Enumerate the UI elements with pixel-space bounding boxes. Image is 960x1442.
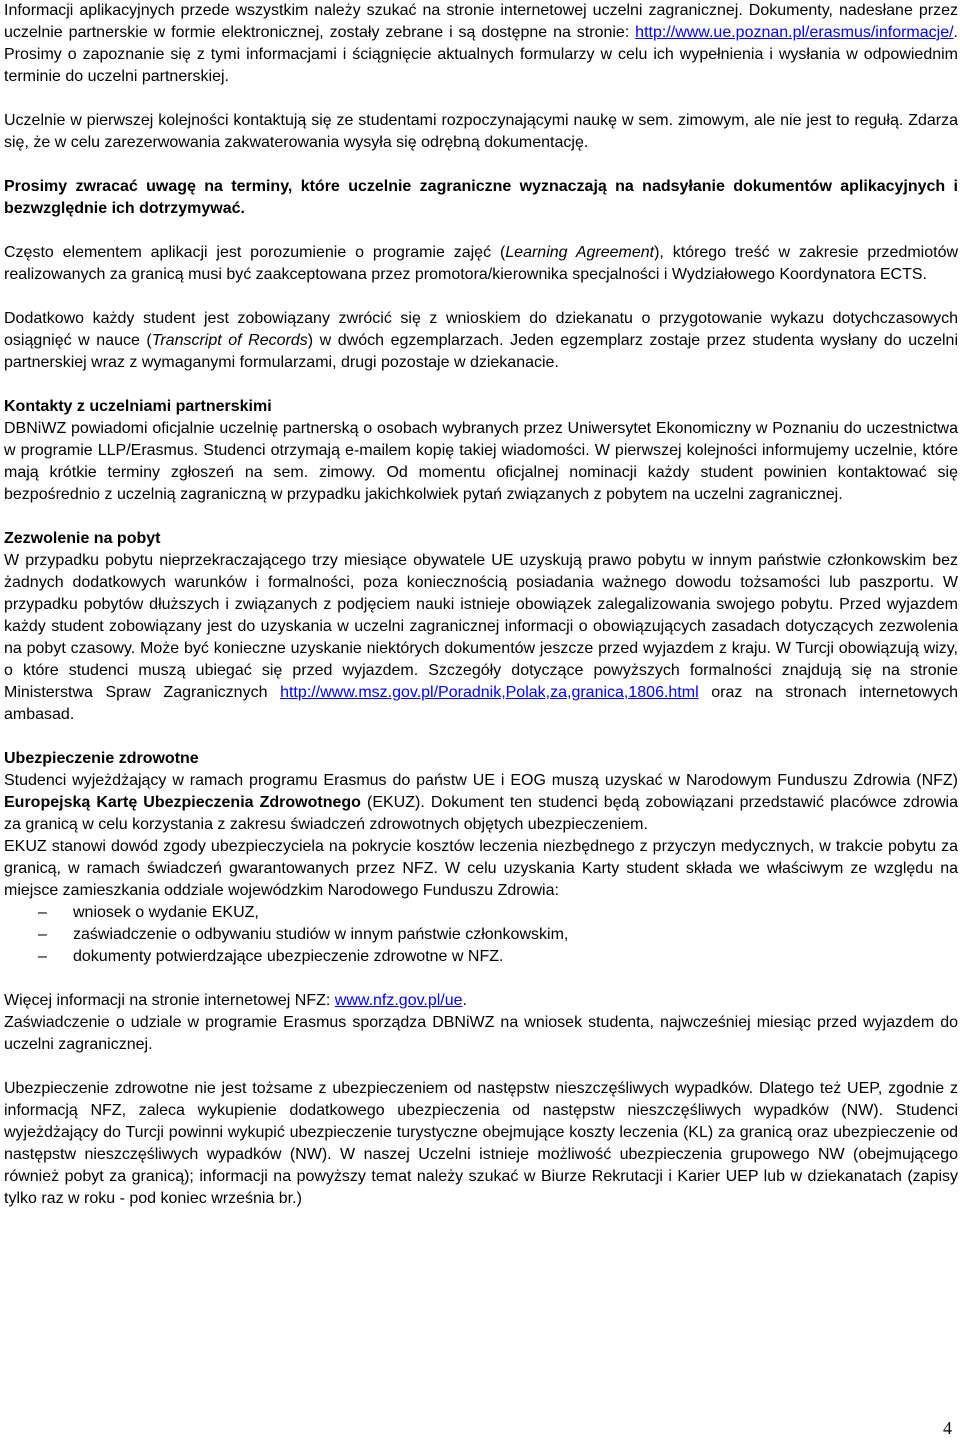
insurance-paragraph xyxy=(4,770,958,836)
accident-insurance-paragraph: Ubezpieczenie zdrowotne nie jest tożsame z ubezpieczeniem od następstw nieszczęśliwych wypadków. Dlatego też UEP, zgodnie z informacją NFZ, zaleca wykupienie dodatkowego ubezpieczenia od następstw nieszczęśliwych wypadków (NW). Studenci wyjeżdżający do Turcji powinni wykupić ubezpieczenie turystyczne obejmujące koszty leczenia (KL) za granicą oraz ubezpieczenie od następstw nieszczęśliwych wypadków (NW). W naszej Uczelni istnieje możliwość ubezpieczenia grupowego NW (obejmującego również pobyt za granicą); informacji na powyższy temat należy szukać w Biurze Rekrutacji i Karier UEP lub w dziekanatach (zapisy tylko raz w roku - pod koniec września br.) xyxy=(4,1080,958,1207)
list-item-text: wniosek o wydanie EKUZ, xyxy=(73,904,259,921)
insurance-text-start: Studenci wyjeżdżający w ramach programu Erasmus do państw UE i EOG muszą uzyskać w Narodowym Funduszu Zdrowia (NFZ) xyxy=(4,772,958,789)
residence-paragraph xyxy=(4,550,958,726)
residence-text-end: oraz na stronach internetowych ambasad. xyxy=(4,684,958,723)
required-documents-list xyxy=(4,902,958,968)
nfz-more-info xyxy=(4,990,958,1012)
residence-heading xyxy=(4,528,958,550)
erasmus-info-link[interactable]: http://www.ue.poznan.pl/erasmus/informacje/ xyxy=(635,24,954,41)
list-item xyxy=(4,924,958,946)
insurance-heading-text: Ubezpieczenie zdrowotne xyxy=(4,750,199,767)
learning-agreement-term: Learning Agreement xyxy=(505,244,655,261)
learning-agreement-paragraph xyxy=(4,242,958,286)
certificate-paragraph: Zaświadczenie o udziale w programie Erasmus sporządza DBNiWZ na wniosek studenta, najwcześniej miesiąc przed wyjazdem do uczelni zagranicznej. xyxy=(4,1014,958,1053)
ekuz-term: Europejską Kartę Ubezpieczenia Zdrowotnego xyxy=(4,794,361,811)
residence-heading-text: Zezwolenie na pobyt xyxy=(4,530,161,547)
contacts-heading-text: Kontakty z uczelniami partnerskimi xyxy=(4,398,272,415)
transcript-paragraph xyxy=(4,308,958,374)
transcript-text-end: ) w dwóch egzemplarzach. Jeden egzemplarz zostaje przez studenta wysłany do uczelni partnerskiej wraz z wymaganymi formularzami, drugi pozostaje w dziekanacie. xyxy=(4,332,959,371)
insurance-heading xyxy=(4,748,958,770)
nfz-link[interactable]: www.nfz.gov.pl/ue xyxy=(334,992,463,1009)
dash-bullet: – xyxy=(38,904,47,921)
contacts-heading xyxy=(4,396,958,418)
list-item-text: dokumenty potwierdzające ubezpieczenie zdrowotne w NFZ. xyxy=(73,948,504,965)
dash-bullet: – xyxy=(38,926,47,943)
dash-bullet: – xyxy=(38,948,47,965)
page-number: 4 xyxy=(943,1418,952,1438)
list-item-text: zaświadczenie o odbywaniu studiów w innym państwie członkowskim, xyxy=(73,926,569,943)
ekuz-paragraph: EKUZ stanowi dowód zgody ubezpieczyciela na pokrycie kosztów leczenia niezbędnego z przyczyn medycznych, w trakcie pobytu za granicą, w ramach świadczeń gwarantowanych przez NFZ. W celu uzyskania Karty student składa we właściwym ze względu na miejsce zamieszkania oddziale wojewódzkim Narodowego Funduszu Zdrowia: xyxy=(4,838,958,899)
intro-text-end: . Prosimy o zapoznanie się z tymi informacjami i ściągnięcie aktualnych formularzy w celu ich wypełnienia i wysłania w odpowiednim terminie do uczelni partnerskiej. xyxy=(4,24,958,85)
intro-text-start: Informacji aplikacyjnych przede wszystkim należy szukać na stronie internetowej uczelni zagranicznej. Dokumenty, nadesłane przez uczelnie partnerskie w formie elektronicznej, zostały zebrane i są dostępne na stronie: xyxy=(4,2,958,41)
list-item xyxy=(4,946,958,968)
deadlines-notice xyxy=(4,176,958,220)
contacts-paragraph: DBNiWZ powiadomi oficjalnie uczelnię partnerską o osobach wybranych przez Uniwersytet Ekonomiczny w Poznaniu do uczestnictwa w programie LLP/Erasmus. Studenci otrzymają e-mailem kopię takiej wiadomości. W pierwszej kolejności informujemy uczelnie, które mają krótkie terminy zgłoszeń na sem. zimowy. Od momentu oficjalnej nominacji każdy student powinien kontaktować się bezpośrednio z uczelnią zagraniczną w przypadku jakichkolwiek pytań związanych z pobytem na uczelni zagranicznej. xyxy=(4,420,958,503)
list-item xyxy=(4,902,958,924)
residence-text-start: W przypadku pobytu nieprzekraczającego trzy miesiące obywatele UE uzyskują prawo pobytu w innym państwie członkowskim bez żadnych dodatkowych warunków i formalności, poza koniecznością posiadania ważnego dowodu tożsamości lub paszportu. W przypadku pobytów dłuższych i związanych z podjęciem nauki istnieje obowiązek zalegalizowania swojego pobytu. Przed wyjazdem każdy student zobowiązany jest do uzyskania w uczelni zagranicznej informacji o obowiązujących zasadach dotyczących zezwolenia na pobyt czasowy. Może być konieczne uzyskanie niektórych dokumentów jeszcze przed wyjazdem z kraju. W Turcji obowiązują wizy, o które studenci muszą ubiegać się przed wyjazdem. Szczegóły dotyczące powyższych formalności znajdują się na stronie Ministerstwa Spraw Zagranicznych xyxy=(4,552,958,701)
contact-order-paragraph: Uczelnie w pierwszej kolejności kontaktują się ze studentami rozpoczynającymi naukę w sem. zimowym, ale nie jest to regułą. Zdarza się, że w celu zarezerwowania zakwaterowania wysyła się odrębną dokumentację. xyxy=(4,112,958,151)
insurance-text-end: (EKUZ). Dokument ten studenci będą zobowiązani przedstawić placówce zdrowia za granicą w celu korzystania z zakresu świadczeń zdrowotnych objętych ubezpieczeniem. xyxy=(4,794,959,833)
deadlines-notice-text: Prosimy zwracać uwagę na terminy, które uczelnie zagraniczne wyznaczają na nadsyłanie dokumentów aplikacyjnych i bezwzględnie ich dotrzymywać. xyxy=(4,178,958,217)
nfz-more-info-text: Więcej informacji na stronie internetowej NFZ: xyxy=(4,992,335,1009)
transcript-term: Transcript of Records xyxy=(151,332,308,349)
learning-agreement-text-end: ), którego treść w zakresie przedmiotów realizowanych za granicą musi być zaakceptowana przez promotora/kierownika specjalności i Wydziałowego Koordynatora ECTS. xyxy=(4,244,959,283)
msz-link[interactable]: http://www.msz.gov.pl/Poradnik,Polak,za,granica,1806.html xyxy=(280,684,699,701)
transcript-text-start: Dodatkowo każdy student jest zobowiązany zwrócić się z wnioskiem do dziekanatu o przygotowanie wykazu dotychczasowych osiągnięć w nauce ( xyxy=(4,310,958,349)
learning-agreement-text-start: Często elementem aplikacji jest porozumienie o programie zajęć ( xyxy=(4,244,506,261)
document-page xyxy=(4,0,958,1210)
nfz-more-info-end: . xyxy=(462,992,467,1009)
intro-paragraph xyxy=(4,0,958,88)
